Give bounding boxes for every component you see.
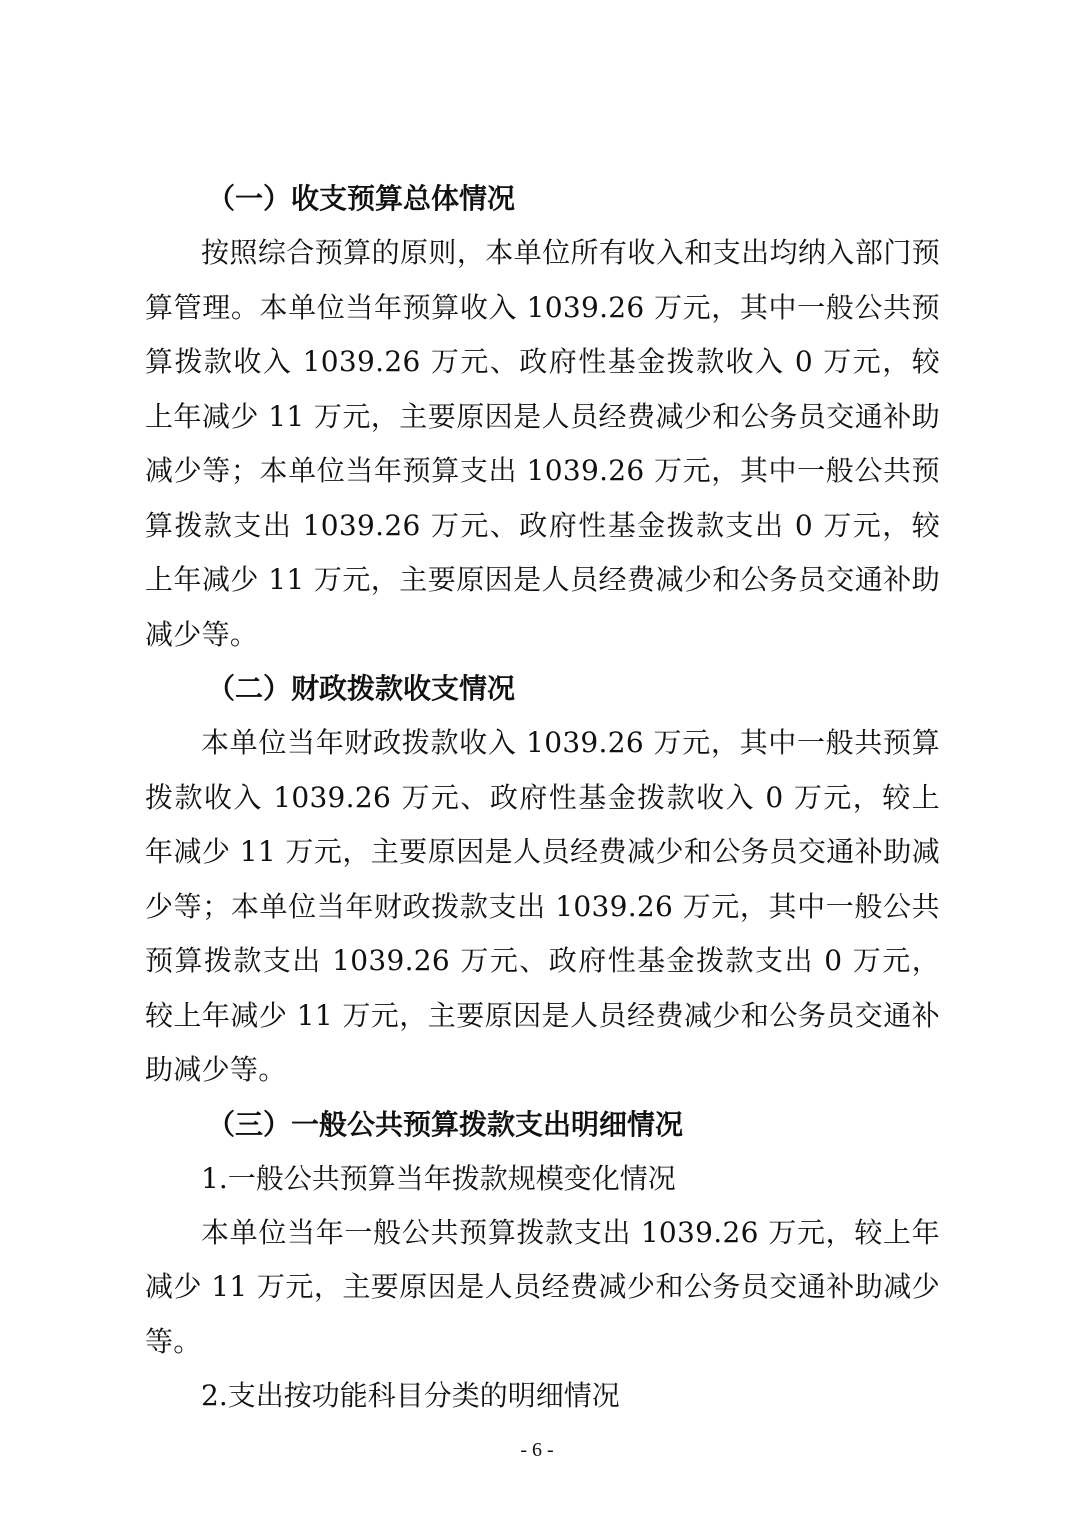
section-paragraph-2: 本单位当年财政拨款收入 1039.26 万元，其中一般共预算拨款收入 1039.26 万元、政府性基金拨款收入 0 万元，较上年减少 11 万元，主要原因是人员经费减少和公务员交通补助减少等；本单位当年财政拨款支出 1039.26 万元，其中一般公共预算拨款支出 1039.26 万元、政府性基金拨款支出 0 万元，较上年减少 11 万元，主要原因是人员经费减少和公务员交通补助减少等。 [145,726,940,1086]
section-heading-3: （三）一般公共预算拨款支出明细情况 [207,1107,684,1141]
section-paragraph-1: 按照综合预算的原则，本单位所有收入和支出均纳入部门预算管理。本单位当年预算收入 1039.26 万元，其中一般公共预算拨款收入 1039.26 万元、政府性基金拨款收入 0 万元，较上年减少 11 万元，主要原因是人员经费减少和公务员交通补助减少等；本单位当年预算支出 1039.26 万元，其中一般公共预算拨款支出 1039.26 万元、政府性基金拨款支出 0 万元，较上年减少 11 万元，主要原因是人员经费减少和公务员交通补助减少等。 [145,236,940,651]
document-body [145,172,940,1423]
section-paragraph-3: 本单位当年一般公共预算拨款支出 1039.26 万元，较上年减少 11 万元，主要原因是人员经费减少和公务员交通补助减少等。 [145,1215,940,1358]
page-number: - 6 - [520,1439,554,1461]
subsection-item-2: 2.支出按功能科目分类的明细情况 [201,1379,620,1412]
subsection-item-1: 1.一般公共预算当年拨款规模变化情况 [201,1161,676,1195]
section-heading-1: （一）收支预算总体情况 [207,182,516,215]
section-heading-2: （二）财政拨款收支情况 [207,672,516,705]
